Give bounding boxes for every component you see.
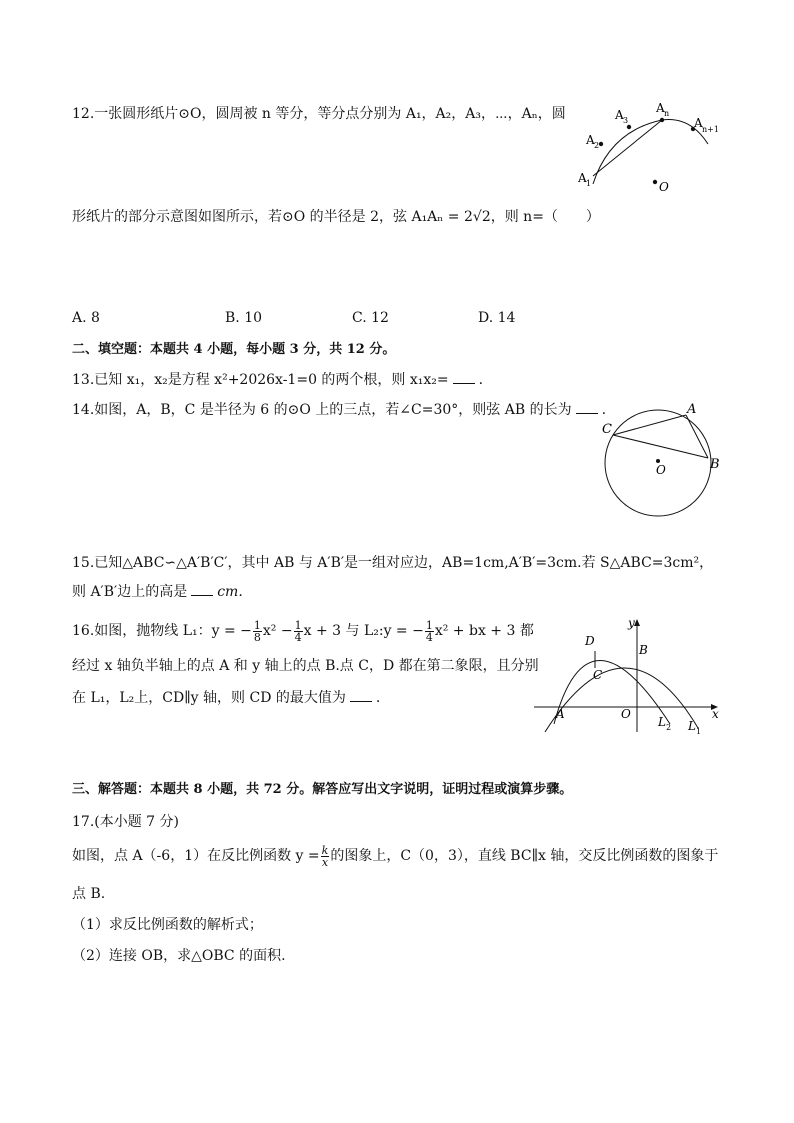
q14-text: 14.如图，A，B，C 是半径为 6 的⊙O 上的三点，若∠C=30°，则弦 AB 的长为: [72, 402, 572, 418]
q16-frac1: [253, 620, 262, 643]
section3-heading: 三、解答题：本题共 8 小题，共 72 分。解答应写出文字说明，证明过程或演算步骤。: [72, 782, 573, 797]
q16-label-b: B: [639, 643, 648, 657]
q16-l1-mid1: x² −: [262, 623, 293, 639]
q12-label-a3: A: [615, 108, 624, 122]
q15-line2-text: 则 A′B′边上的高是: [72, 584, 188, 600]
q15-line2: [72, 582, 243, 602]
q14-label-a: A: [687, 402, 697, 417]
q15-unit: cm.: [217, 584, 243, 600]
q16-label-l2: L: [658, 715, 666, 729]
q16-l1-post: x² + bx + 3 都: [434, 623, 534, 639]
q16-label-l1: L: [688, 719, 696, 733]
q16-label-x: x: [712, 707, 719, 721]
q16-label-d: D: [585, 634, 595, 648]
q12-label-a2: A: [586, 133, 595, 147]
q17-part1: （1）求反比例函数的解析式；: [72, 917, 263, 933]
q17-line1: [72, 842, 718, 870]
q17-frac-num: k: [321, 843, 329, 857]
q17-part2: （2）连接 OB，求△OBC 的面积.: [72, 948, 286, 964]
q17-frac: [321, 845, 330, 868]
q12-label-an-sub: n: [664, 109, 670, 118]
q16-label-o: O: [621, 707, 631, 721]
q12-label-an1: A: [694, 116, 703, 130]
q16-line1: [72, 618, 534, 644]
q12-line2-post: ，则 n=（ ）: [490, 209, 600, 225]
q15-line1: 15.已知△ABC∽△A′B′C′，其中 AB 与 A′B′是一组对应边，AB=1cm,A′B′=3cm.若 S△ABC=3cm²，: [72, 555, 714, 571]
q12-option-c: C. 12: [352, 310, 389, 326]
q12-label-an: A: [656, 101, 665, 115]
q16-line2: 经过 x 轴负半轴上的点 A 和 y 轴上的点 B.点 C，D 都在第二象限，且分别: [72, 658, 539, 674]
q12-line2: [72, 207, 600, 227]
q17-line1-pre: 如图，点 A（-6，1）在反比例函数 y =: [72, 848, 320, 864]
q12-label-a3-sub: 3: [623, 116, 629, 125]
q16-y-arrow: [634, 619, 640, 626]
q12-line1: 12.一张圆形纸片⊙O，圆周被 n 等分，等分点分别为 A₁，A₂，A₃，⋯，Aₙ，圆: [72, 106, 566, 122]
q16-frac2: [294, 620, 303, 643]
q14-chord-ab: [686, 415, 708, 458]
q14-circle-figure: [595, 395, 735, 520]
q12-line2-pre: 形纸片的部分示意图如图所示，若⊙O 的半径是 2，弦 A₁Aₙ = 2√2: [72, 209, 491, 225]
q16-l1-pre: 16.如图，抛物线 L₁：y = −: [72, 623, 252, 639]
q12-arc-figure: [570, 96, 730, 206]
q17-line2: 点 B.: [72, 886, 106, 902]
q15-blank: [191, 583, 213, 596]
q16-label-l2-sub: 2: [666, 723, 672, 732]
q16-frac3-num: 1: [425, 618, 433, 632]
q12-label-a1-sub: 1: [586, 179, 592, 188]
q12-option-a: A. 8: [72, 310, 100, 326]
q12-label-o: O: [659, 180, 669, 194]
q14-label-o: O: [656, 463, 666, 477]
q16-frac1-den: 8: [253, 630, 261, 644]
q14-label-c: C: [602, 422, 612, 437]
q12-label-a2-sub: 2: [594, 141, 600, 150]
q16-frac1-num: 1: [253, 618, 261, 632]
q13-text: 13.已知 x₁，x₂是方程 x²+2026x-1=0 的两个根，则 x₁x₂=: [72, 372, 449, 388]
q12-point-o: [653, 180, 657, 184]
q16-frac3-den: 4: [425, 630, 433, 644]
q16-line3: 在 L₁，L₂上，CD∥y 轴，则 CD 的最大值为 .: [72, 690, 381, 706]
q17-head: 17.(本小题 7 分): [72, 814, 179, 830]
q14-chord-ca: [613, 415, 686, 435]
q16-blank: [350, 689, 372, 702]
q16-label-a: A: [556, 707, 565, 721]
q12-option-b: B. 10: [225, 310, 263, 326]
q12-point-an: [660, 118, 664, 122]
q12-point-a3: [627, 125, 631, 129]
q14-label-b: B: [710, 457, 720, 472]
q17-frac-den: x: [321, 855, 329, 869]
q12-point-a2: [599, 142, 603, 146]
q13-blank: [453, 371, 475, 384]
section2-heading: 二、填空题：本题共 4 小题，每小题 3 分，共 12 分。: [72, 342, 396, 357]
q12-option-d: D. 14: [478, 310, 516, 326]
q16-label-l1-sub: 1: [696, 727, 702, 736]
q16-frac2-num: 1: [294, 618, 302, 632]
q16-parabola-figure: [530, 612, 730, 737]
q16-label-y: y: [628, 616, 635, 630]
q16-line3-text: 在 L₁，L₂上，CD∥y 轴，则 CD 的最大值为: [72, 690, 346, 706]
q16-frac2-den: 4: [294, 630, 302, 644]
q16-curve-l1: [545, 668, 698, 732]
q14-line: 14.如图，A，B，C 是半径为 6 的⊙O 上的三点，若∠C=30°，则弦 AB 的长为 .: [72, 402, 607, 418]
q17-line1-post: 的图象上，C（0，3），直线 BC∥x 轴，交反比例函数的图象于: [330, 848, 719, 864]
q13-line: 13.已知 x₁，x₂是方程 x²+2026x-1=0 的两个根，则 x₁x₂= .: [72, 372, 484, 388]
q12-label-an1-sub: n+1: [702, 125, 719, 134]
q16-label-c: C: [593, 668, 603, 682]
q14-chord-cb: [613, 435, 708, 458]
q16-l1-mid2: x + 3 与 L₂:y = −: [303, 623, 424, 639]
q16-frac3: [425, 620, 434, 643]
q12-label-a1: A: [578, 171, 587, 185]
